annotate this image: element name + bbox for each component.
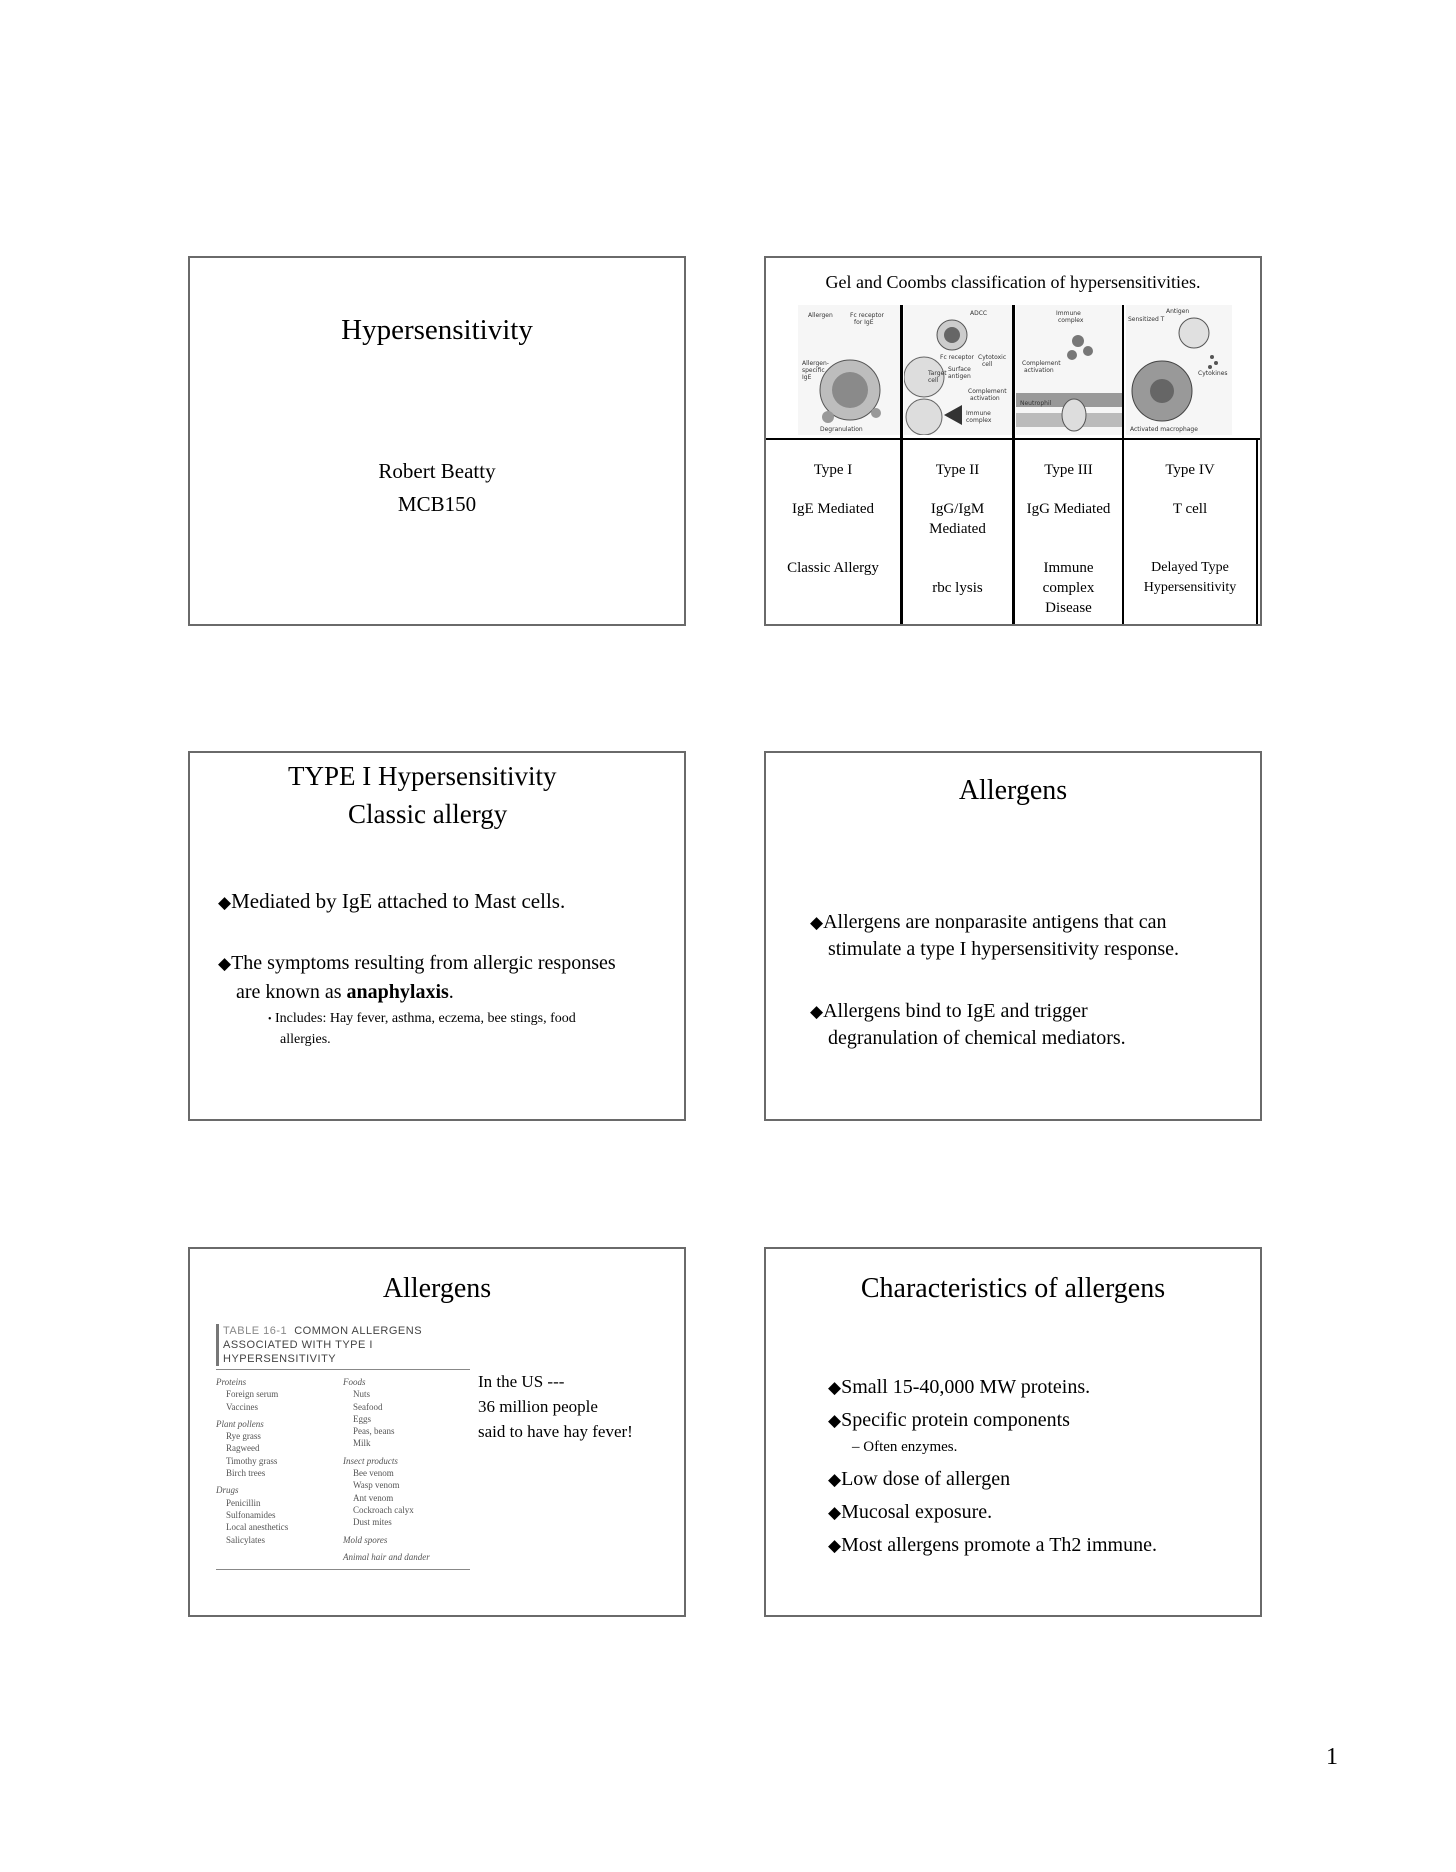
sub-bullet bbox=[828, 1437, 1157, 1457]
bullet-item bbox=[218, 887, 565, 917]
fig-label: ADCC bbox=[970, 310, 988, 317]
fig-label: IgE bbox=[802, 374, 812, 381]
type-iii-mediator: IgG Mediated bbox=[1026, 501, 1111, 517]
allergen-item: Peas, beans bbox=[353, 1426, 395, 1437]
allergen-category: Insect products bbox=[343, 1455, 398, 1466]
type-iv-name: Type IV bbox=[1165, 462, 1215, 478]
slide-title bbox=[190, 757, 684, 833]
slide-title: Allergens bbox=[382, 1273, 492, 1304]
title-line: TYPE I Hypersensitivity bbox=[288, 761, 557, 791]
allergen-category: Drugs bbox=[216, 1485, 239, 1496]
type-iv-mediator: T cell bbox=[1172, 501, 1208, 517]
table-column bbox=[216, 1376, 343, 1563]
bullet-text: Allergens are nonparasite antigens that can bbox=[823, 911, 1167, 933]
note-line: In the US --- bbox=[478, 1372, 565, 1391]
fig-label: complex bbox=[1058, 317, 1084, 324]
slide-allergens-table bbox=[188, 1247, 686, 1617]
allergen-item: Foreign serum bbox=[226, 1389, 279, 1400]
allergen-item: Vaccines bbox=[226, 1401, 258, 1412]
bullet-text: The symptoms resulting from allergic responses bbox=[231, 952, 616, 974]
diamond-bullet-icon: ◆ bbox=[218, 954, 232, 973]
bullet-text: Allergens bind to IgE and trigger bbox=[823, 1000, 1088, 1022]
allergen-category: Foods bbox=[343, 1377, 366, 1387]
allergen-item: Bee venom bbox=[353, 1468, 394, 1479]
diamond-bullet-icon: ◆ bbox=[810, 1002, 824, 1021]
diamond-bullet-icon: ◆ bbox=[828, 1411, 842, 1430]
bullet-item bbox=[828, 1371, 1157, 1404]
fig-label: activation bbox=[970, 395, 1000, 402]
note-line: said to have hay fever! bbox=[478, 1422, 633, 1441]
immune-complex-illustration bbox=[1016, 305, 1122, 435]
bullet-text: Most allergens promote a Th2 immune. bbox=[841, 1534, 1157, 1556]
fig-label: specific bbox=[802, 367, 825, 374]
bullet-text: Mucosal exposure. bbox=[841, 1501, 993, 1523]
allergen-item: Nuts bbox=[353, 1389, 371, 1400]
author-name: Robert Beatty bbox=[378, 459, 496, 483]
type-i-figure bbox=[798, 305, 900, 435]
mast-cell-illustration bbox=[798, 305, 900, 435]
diamond-bullet-icon: ◆ bbox=[828, 1503, 842, 1522]
bullet-text: Low dose of allergen bbox=[841, 1468, 1011, 1490]
fig-label: for IgE bbox=[854, 319, 874, 326]
bullet-text: are known as bbox=[236, 981, 347, 1003]
sub-bullet bbox=[268, 1009, 576, 1050]
table-number: TABLE 16-1 bbox=[223, 1325, 288, 1337]
bullet-item bbox=[828, 1529, 1157, 1562]
bold-term: anaphylaxis bbox=[346, 981, 449, 1003]
fig-label: Cytokines bbox=[1198, 370, 1228, 377]
fig-label: Cytotoxic bbox=[978, 354, 1007, 361]
allergen-item: Rye grass bbox=[226, 1431, 261, 1442]
diamond-bullet-icon: ◆ bbox=[218, 893, 232, 912]
type-i-mediator: IgE Mediated bbox=[791, 501, 875, 517]
fig-label: Fc receptor bbox=[850, 312, 884, 319]
slide-type-i-hypersensitivity bbox=[188, 751, 686, 1121]
bullet-text: Small 15-40,000 MW proteins. bbox=[841, 1376, 1091, 1398]
title-line: Classic allergy bbox=[348, 799, 508, 829]
fig-label: Immune bbox=[1056, 310, 1081, 317]
table-rule bbox=[216, 1369, 470, 1370]
table-title: ASSOCIATED WITH TYPE I bbox=[223, 1339, 373, 1351]
fig-label: Neutrophil bbox=[1020, 400, 1052, 407]
allergen-item: Timothy grass bbox=[226, 1455, 278, 1466]
fig-label: Allergen bbox=[808, 312, 833, 319]
diamond-bullet-icon: ◆ bbox=[828, 1378, 842, 1397]
allergen-item: Eggs bbox=[353, 1413, 371, 1424]
allergen-item: Dust mites bbox=[353, 1517, 392, 1528]
table-title: HYPERSENSITIVITY bbox=[223, 1353, 337, 1365]
fig-label: antigen bbox=[948, 373, 971, 380]
allergen-item: Penicillin bbox=[226, 1497, 261, 1508]
sub-text: Often enzymes. bbox=[863, 1439, 958, 1455]
fig-label: Complement bbox=[1022, 360, 1061, 367]
table-heading bbox=[216, 1324, 470, 1366]
allergen-item: Milk bbox=[353, 1438, 371, 1449]
slide-title: Allergens bbox=[958, 775, 1068, 806]
type-iv-figure bbox=[1126, 305, 1232, 435]
fig-label: Antigen bbox=[1166, 308, 1190, 315]
allergen-item: Ragweed bbox=[226, 1443, 260, 1454]
diamond-bullet-icon: ◆ bbox=[828, 1536, 842, 1555]
dash-icon: – bbox=[852, 1439, 860, 1455]
column-divider bbox=[1256, 438, 1258, 626]
diamond-bullet-icon: ◆ bbox=[810, 913, 824, 932]
type-ii-name: Type II bbox=[935, 462, 980, 478]
bullet-item bbox=[218, 949, 616, 1007]
type-ii-disease: rbc lysis bbox=[932, 580, 983, 596]
sub-text: allergies. bbox=[280, 1032, 331, 1047]
bullet-item bbox=[828, 1404, 1157, 1437]
author-block bbox=[190, 455, 684, 521]
fig-label: Surface bbox=[948, 366, 971, 373]
fig-label: Fc receptor bbox=[940, 354, 974, 361]
fig-label: activation bbox=[1024, 367, 1054, 374]
allergen-item: Birch trees bbox=[226, 1468, 266, 1479]
type-iii-name: Type III bbox=[1044, 462, 1093, 478]
bullet-item bbox=[828, 1496, 1157, 1529]
bullet-item bbox=[810, 909, 1179, 963]
bullet-item bbox=[828, 1463, 1157, 1496]
bullet-item bbox=[810, 998, 1126, 1052]
bullet-text: Specific protein components bbox=[841, 1409, 1070, 1431]
slide-title: Hypersensitivity bbox=[341, 314, 533, 346]
course-code: MCB150 bbox=[397, 492, 477, 516]
table-body bbox=[216, 1376, 470, 1563]
allergen-item: Local anesthetics bbox=[226, 1522, 289, 1533]
macrophage-illustration bbox=[1126, 305, 1232, 435]
dot-bullet-icon: • bbox=[268, 1014, 272, 1025]
bullet-text: stimulate a type I hypersensitivity response. bbox=[828, 938, 1180, 960]
allergen-category: Plant pollens bbox=[216, 1418, 264, 1429]
table-column bbox=[343, 1376, 470, 1563]
note-line: 36 million people bbox=[478, 1397, 598, 1416]
type-iii-figure bbox=[1016, 305, 1122, 435]
type-ii-mediator: IgG/IgM Mediated bbox=[929, 501, 986, 537]
fig-label: complex bbox=[966, 417, 992, 424]
fig-label: Activated macrophage bbox=[1130, 426, 1198, 433]
fig-label: Target bbox=[928, 370, 947, 377]
adcc-illustration bbox=[904, 305, 1012, 435]
page-number: 1 bbox=[1326, 1744, 1338, 1770]
type-iv-disease: Delayed Type Hypersensitivity bbox=[1143, 560, 1237, 595]
fig-label: Immune bbox=[966, 410, 991, 417]
fig-label: cell bbox=[982, 361, 993, 368]
allergen-category: Animal hair and dander bbox=[343, 1551, 430, 1562]
allergen-item: Cockroach calyx bbox=[353, 1504, 414, 1515]
bullet-text: Mediated by IgE attached to Mast cells. bbox=[231, 889, 566, 913]
type-iii-disease: Immune complex Disease bbox=[1042, 560, 1095, 616]
slide-hypersensitivity-title bbox=[188, 256, 686, 626]
fig-label: Complement bbox=[968, 388, 1007, 395]
bullet-text: . bbox=[448, 981, 454, 1003]
hay-fever-note bbox=[478, 1369, 633, 1444]
sub-text: Includes: Hay fever, asthma, eczema, bee stings, food bbox=[275, 1011, 576, 1026]
bullet-text: degranulation of chemical mediators. bbox=[828, 1027, 1126, 1049]
allergen-category: Mold spores bbox=[343, 1534, 388, 1545]
slide-characteristics-allergens bbox=[764, 1247, 1262, 1617]
fig-label: Allergen- bbox=[802, 360, 829, 367]
slide-title: Gel and Coombs classification of hypersensitivities. bbox=[825, 272, 1201, 292]
fig-label: Degranulation bbox=[820, 426, 863, 433]
allergen-item: Salicylates bbox=[226, 1534, 265, 1545]
allergen-category: Proteins bbox=[216, 1377, 247, 1387]
bullet-list bbox=[828, 1371, 1157, 1562]
allergen-item: Seafood bbox=[353, 1401, 383, 1412]
allergen-item: Sulfonamides bbox=[226, 1509, 276, 1520]
table-rule bbox=[216, 1569, 470, 1570]
table-title: COMMON ALLERGENS bbox=[294, 1325, 423, 1337]
type-i-name: Type I bbox=[813, 462, 853, 478]
allergen-table bbox=[216, 1324, 470, 1570]
slide-title: Characteristics of allergens bbox=[860, 1273, 1166, 1304]
allergen-item: Wasp venom bbox=[353, 1480, 400, 1491]
table-rule bbox=[766, 624, 1262, 626]
diamond-bullet-icon: ◆ bbox=[828, 1470, 842, 1489]
fig-label: cell bbox=[928, 377, 939, 384]
fig-label: Sensitized T bbox=[1128, 316, 1165, 323]
type-ii-figure bbox=[904, 305, 1012, 435]
allergen-item: Ant venom bbox=[353, 1492, 394, 1503]
type-i-disease: Classic Allergy bbox=[787, 560, 879, 576]
slide-gel-coombs bbox=[764, 256, 1262, 626]
slide-allergens-definition bbox=[764, 751, 1262, 1121]
